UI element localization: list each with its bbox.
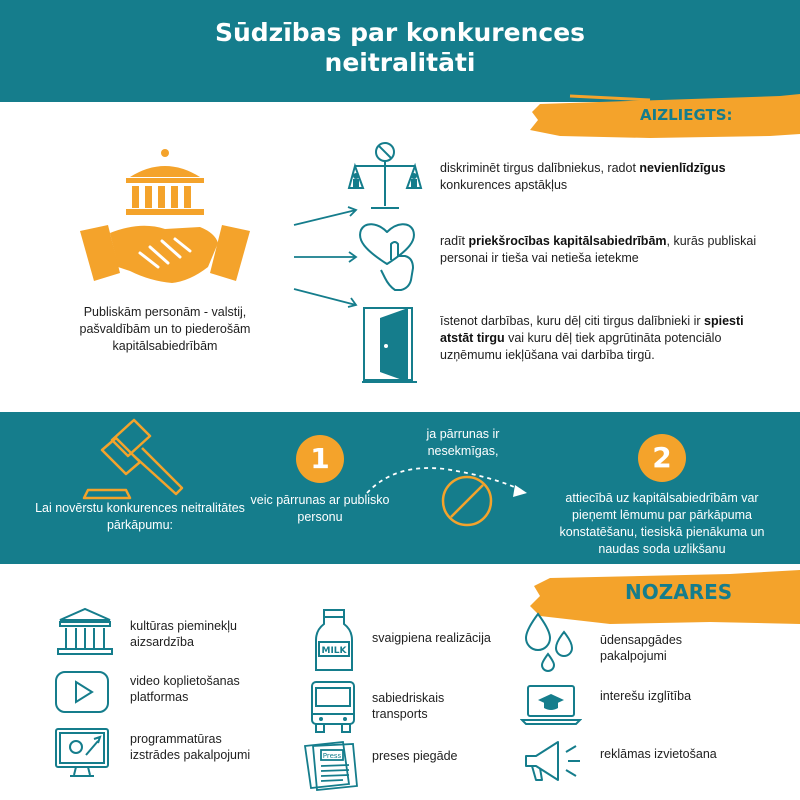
forbidden-item-1: diskriminēt tirgus dalībniekus, radot nevienlīdzīgus konkurences apstākļus (440, 161, 726, 192)
bus-icon (308, 680, 358, 734)
condition-text: ja pārrunas ir nesekmīgas, (426, 427, 500, 458)
sector-8-text: interešu izglītība (600, 689, 692, 703)
megaphone-icon (522, 734, 582, 786)
forbidden-item-3: īstenot darbības, kuru dēļ citi tirgus dalībnieki ir spiesti atstāt tirgu vai kuru dēļ tiek apgrūtināta potenciālo uzņēmumu iekļūšana vai darbība tirgū. (440, 314, 744, 362)
software-monitor-icon (54, 727, 110, 779)
open-door-icon (362, 306, 417, 384)
milk-bottle-icon (312, 608, 356, 674)
step-2-badge: 2 (638, 434, 686, 482)
video-play-icon (54, 670, 110, 714)
newspaper-icon (303, 740, 359, 792)
step-1-text: veic pārrunas ar publisko personu (250, 493, 390, 524)
water-drops-icon (522, 612, 578, 672)
page-title: Sūdzības par konkurences neitralitāti (214, 18, 586, 77)
sector-4-text: svaigpiena realizācija (372, 631, 491, 645)
milk-label: MILK (321, 646, 347, 656)
sector-1-text: kultūras pieminekļu aizsardzība (130, 619, 237, 649)
monument-icon (56, 606, 114, 656)
graduation-laptop-icon (520, 684, 582, 726)
dashed-path-prohibited-icon (365, 455, 535, 530)
scales-prohibited-icon (347, 140, 423, 212)
sector-5-text: sabiedriskais transports (372, 691, 445, 721)
step-1-badge: 1 (296, 435, 344, 483)
sector-9-text: reklāmas izvietošana (600, 747, 717, 761)
press-label: Press (322, 752, 342, 760)
sector-7-text: ūdensapgādes pakalpojumi (600, 633, 683, 663)
sector-3-text: programmatūras izstrādes pakalpojumi (130, 732, 251, 762)
forbidden-item-2: radīt priekšrocības kapitālsabiedrībām, kurās publiskai personai ir tieša vai netieša ietekme (440, 234, 757, 265)
sectors-label: NOZARES (625, 580, 733, 604)
gavel-icon (82, 418, 202, 500)
step-2-text: attiecībā uz kapitālsabiedrībām var pieņemt lēmumu par pārkāpuma konstatēšanu, tiesiskā pienākuma un naudas soda uzlikšanu (559, 491, 765, 556)
government-handshake-icon (80, 143, 250, 293)
hand-heart-icon (355, 220, 420, 292)
process-intro: Lai novērstu konkurences neitralitātes pārkāpumu: (35, 501, 245, 532)
forbidden-subject: Publiskām personām - valstij, pašvaldībām un to piederošām kapitālsabiedrībām (79, 305, 251, 353)
forbidden-label: AIZLIEGTS: (640, 106, 733, 124)
sector-6-text: preses piegāde (372, 749, 458, 763)
branch-arrows-icon (292, 205, 364, 315)
sector-2-text: video koplietošanas platformas (130, 674, 240, 704)
